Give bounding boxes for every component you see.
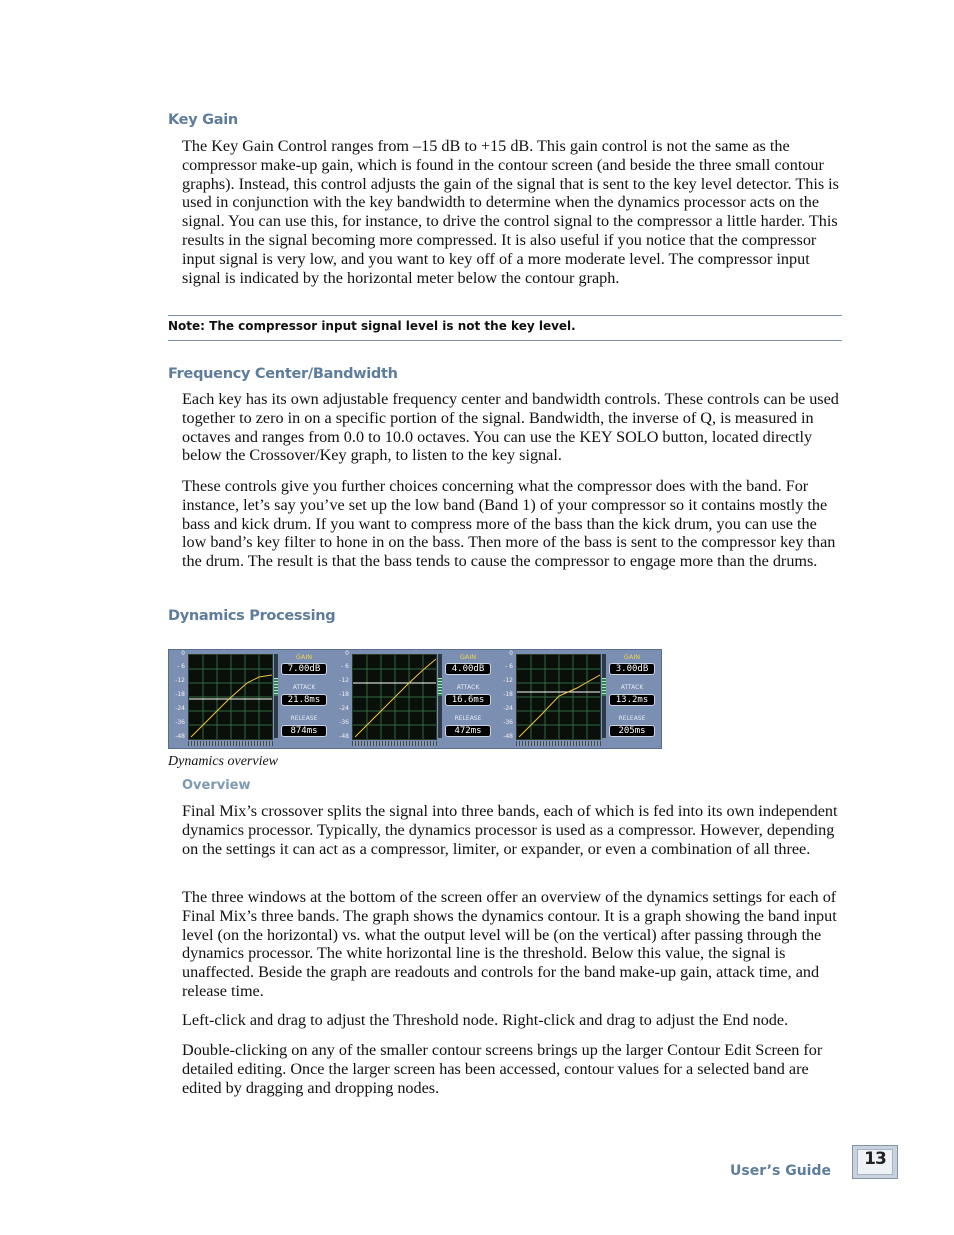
band-3-gain-label: GAIN: [623, 653, 641, 661]
band-3-contour-graph[interactable]: [516, 654, 601, 740]
band-2-attack-readout[interactable]: 16.6ms: [445, 694, 491, 706]
band-2-release-readout[interactable]: 472ms: [445, 725, 491, 737]
dynamics-para-3: Left-click and drag to adjust the Threshold node. Right-click and drag to adjust the End node.: [182, 1011, 789, 1029]
band-3-gain-readout[interactable]: 3.00dB: [609, 663, 655, 675]
band-1-output-meter: [274, 654, 278, 738]
page-number: 13: [864, 1149, 886, 1169]
footer-guide-label: User’s Guide: [730, 1163, 831, 1179]
band-3-panel: [497, 650, 661, 748]
band-2-gain-readout[interactable]: 4.00dB: [445, 663, 491, 675]
band-1-gain-readout[interactable]: 7.00dB: [281, 663, 327, 675]
band-3-release-label: RELEASE: [618, 715, 646, 722]
band-1-attack-readout[interactable]: 21.8ms: [281, 694, 327, 706]
band-3-output-meter: [602, 654, 606, 738]
band-1-panel: [169, 650, 333, 748]
band-2-output-meter: [438, 654, 442, 738]
band-1-release-label: RELEASE: [290, 715, 318, 722]
band-3-attack-label: ATTACK: [620, 684, 644, 691]
band-1-attack-label: ATTACK: [292, 684, 316, 691]
freq-center-para-2: These controls give you further choices concerning what the compressor does with the band. For instance, let’s say you’ve set up the low band (Band 1) of your compressor so it contains mostly the bass and kick drum. If you want to compress more of the bass than the kick drum, you can use the low band’s key filter to hone in on the bass. Then more of the bass is sent to the compressor key than the drum. The result is that the bass tends to cause the compressor to engage more than the drums.: [182, 477, 836, 571]
band-3-input-meter: [516, 741, 601, 746]
band-2-contour-graph[interactable]: [352, 654, 437, 740]
dynamics-overview-panel: [168, 649, 662, 749]
freq-center-para-1: Each key has its own adjustable frequency center and bandwidth controls. These controls can be used together to zero in on a specific portion of the signal. Bandwidth, the inverse of Q, is measured in octaves and ranges from 0.0 to 10.0 octaves. You can use the KEY SOLO button, located directly below the Crossover/Key graph, to listen to the key signal.: [182, 390, 839, 465]
band-1-input-meter: [188, 741, 273, 746]
band-1-contour-graph[interactable]: [188, 654, 273, 740]
note-box: [168, 315, 842, 341]
band-2-level-scale: 0 - 6 -12 -18 -24 -36 -48: [339, 650, 349, 740]
note-text: Note: The compressor input signal level is not the key level.: [168, 319, 576, 333]
dynamics-para-2: The three windows at the bottom of the screen offer an overview of the dynamics settings for each of Final Mix’s three bands. The graph shows the dynamics contour. It is a graph showing the band input level (on the horizontal) vs. what the output level will be (on the vertical) after passing through the dynamics processor. The white horizontal line is the threshold. Below this value, the signal is unaffected. Beside the graph are readouts and controls for the band make-up gain, attack time, and release time.: [182, 888, 837, 1000]
subheading-overview: Overview: [182, 778, 251, 793]
band-2-gain-label: GAIN: [459, 653, 477, 661]
band-3-attack-readout[interactable]: 13.2ms: [609, 694, 655, 706]
band-2-release-label: RELEASE: [454, 715, 482, 722]
dynamics-para-4: Double-clicking on any of the smaller contour screens brings up the larger Contour Edit Screen for detailed editing. Once the larger screen has been accessed, contour values for a selected band are edited by dragging and dropping nodes.: [182, 1041, 823, 1097]
band-1-release-readout[interactable]: 874ms: [281, 725, 327, 737]
band-1-gain-label: GAIN: [295, 653, 313, 661]
figure-caption: Dynamics overview: [168, 754, 279, 769]
band-3-release-readout[interactable]: 205ms: [609, 725, 655, 737]
heading-frequency-center: Frequency Center/Bandwidth: [168, 366, 398, 382]
band-1-level-scale: 0 - 6 -12 -18 -24 -36 -48: [175, 650, 185, 740]
page-number-box: [852, 1145, 898, 1179]
band-2-attack-label: ATTACK: [456, 684, 480, 691]
band-3-level-scale: 0 - 6 -12 -18 -24 -36 -48: [503, 650, 513, 740]
heading-key-gain: Key Gain: [168, 112, 238, 128]
key-gain-body: The Key Gain Control ranges from –15 dB to +15 dB. This gain control is not the same as the compressor make-up gain, which is found in the contour screen (and beside the three small contour graphs). Instead, this control adjusts the gain of the signal that is sent to the key level detector. This is used in conjunction with the key bandwidth to determine when the dynamics processor acts on the signal. You can use this, for instance, to drive the control signal to the compressor a little harder. This results in the signal becoming more compressed. It is also useful if you notice that the compressor input signal is very low, and you want to key off of a more moderate level. The compressor input signal is indicated by the horizontal meter below the contour graph.: [182, 137, 839, 287]
band-2-panel: [333, 650, 497, 748]
band-2-input-meter: [352, 741, 437, 746]
dynamics-para-1: Final Mix’s crossover splits the signal into three bands, each of which is fed into its own independent dynamics processor. Typically, the dynamics processor is used as a compressor. However, depending on the settings it can act as a compressor, limiter, or expander, or even a combination of all three.: [182, 802, 838, 858]
heading-dynamics-processing: Dynamics Processing: [168, 608, 336, 624]
